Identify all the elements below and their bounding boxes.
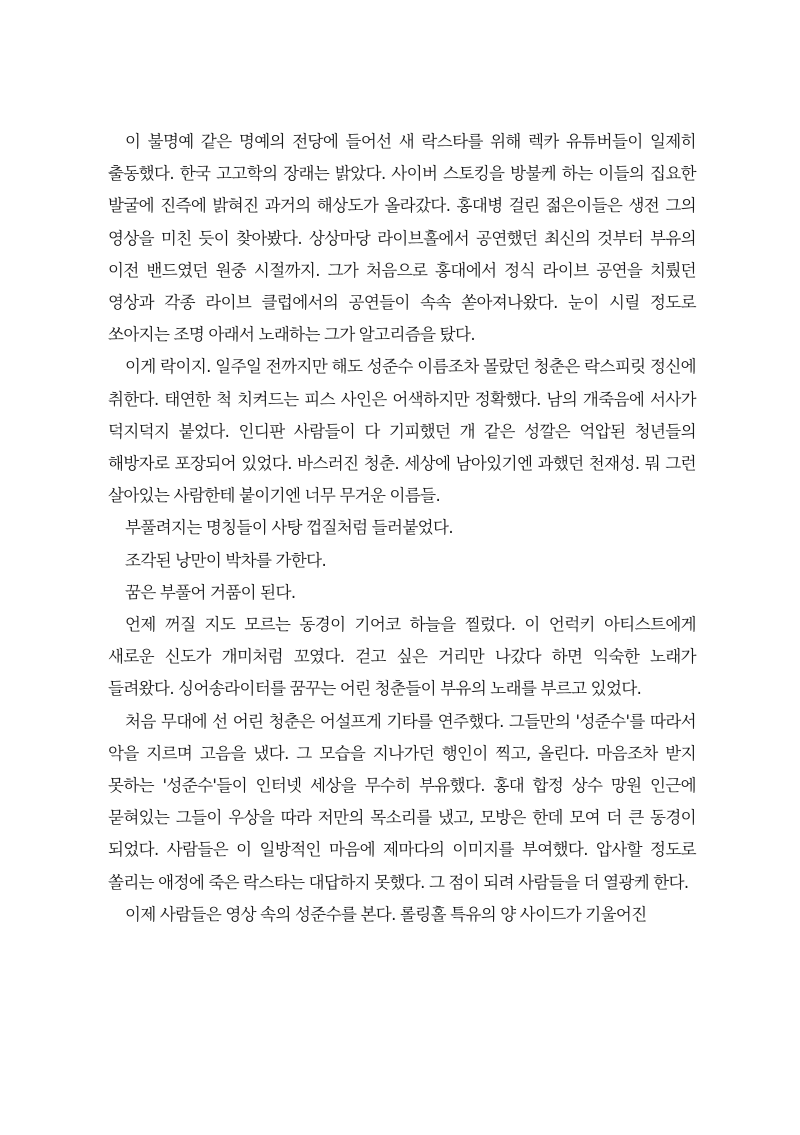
paragraph: 조각된 낭만이 박차를 가한다.: [125, 550, 327, 570]
paragraph: 이제 사람들은 영상 속의 성준수를 본다. 롤링홀 특유의 양 사이드가 기울어진: [125, 904, 647, 924]
paragraph: 이 불명예 같은 명예의 전당에 들어선 새 락스타를 위해 렉카 유튜버들이 일제히 출동했다. 한국 고고학의 장래는 밝았다. 사이버 스토킹을 방불케 하는 이들의 집요한 발굴에 진즉에 밝혀진 과거의 해상도가 올라갔다. 홍대병 걸린 젊은이들은 생전 그의 영상을 미친 듯이 찾아봤다. 상상마당 라이브홀에서 공연했던 최신의 것부터 부유의 이전 밴드였던 원중 시절까지. 그가 처음으로 홍대에서 정식 라이브 공연을 치뤘던 영상과 각종 라이브 클럽에서의 공연들이 속속 쏟아져나왔다. 눈이 시릴 정도로 쏘아지는 조명 아래서 노래하는 그가 알고리즘을 탔다.: [108, 132, 696, 345]
paragraph: 부풀려지는 명칭들이 사탕 껍질처럼 들러붙었다.: [125, 518, 454, 538]
document-body: [108, 126, 696, 931]
paragraph: 꿈은 부풀어 거품이 된다.: [125, 582, 296, 602]
paragraph: 처음 무대에 선 어린 청춘은 어설프게 기타를 연주했다. 그들만의 '성준수'를 따라서 악을 지르며 고음을 냈다. 그 모습을 지나가던 행인이 찍고, 올린다. 마음조차 받지 못하는 '성준수'들이 인터넷 세상을 무수히 부유했다. 홍대 합정 상수 망원 인근에 묻혀있는 그들이 우상을 따라 저만의 목소리를 냈고, 모방은 한데 모여 더 큰 동경이 되었다. 사람들은 이 일방적인 마음에 제마다의 이미지를 부여했다. 압사할 정도로 쏠리는 애정에 죽은 락스타는 대답하지 못했다. 그 점이 되려 사람들을 더 열광케 한다.: [108, 711, 696, 892]
paragraph: 이게 락이지. 일주일 전까지만 해도 성준수 이름조차 몰랐던 청춘은 락스피릿 정신에 취한다. 태연한 척 치켜드는 피스 사인은 어색하지만 정확했다. 남의 개죽음에 서사가 덕지덕지 붙었다. 인디판 사람들이 다 기피했던 개 같은 성깔은 억압된 청년들의 해방자로 포장되어 있었다. 바스러진 청춘. 세상에 남아있기엔 과했던 천재성. 뭐 그런 살아있는 사람한테 붙이기엔 너무 무거운 이름들.: [108, 357, 696, 506]
paragraph: 언제 꺼질 지도 모르는 동경이 기어코 하늘을 찔렀다. 이 언럭키 아티스트에게 새로운 신도가 개미처럼 꼬였다. 걷고 싶은 거리만 나갔다 하면 익숙한 노래가 들려왔다. 싱어송라이터를 꿈꾸는 어린 청춘들이 부유의 노래를 부르고 있었다.: [108, 615, 696, 699]
